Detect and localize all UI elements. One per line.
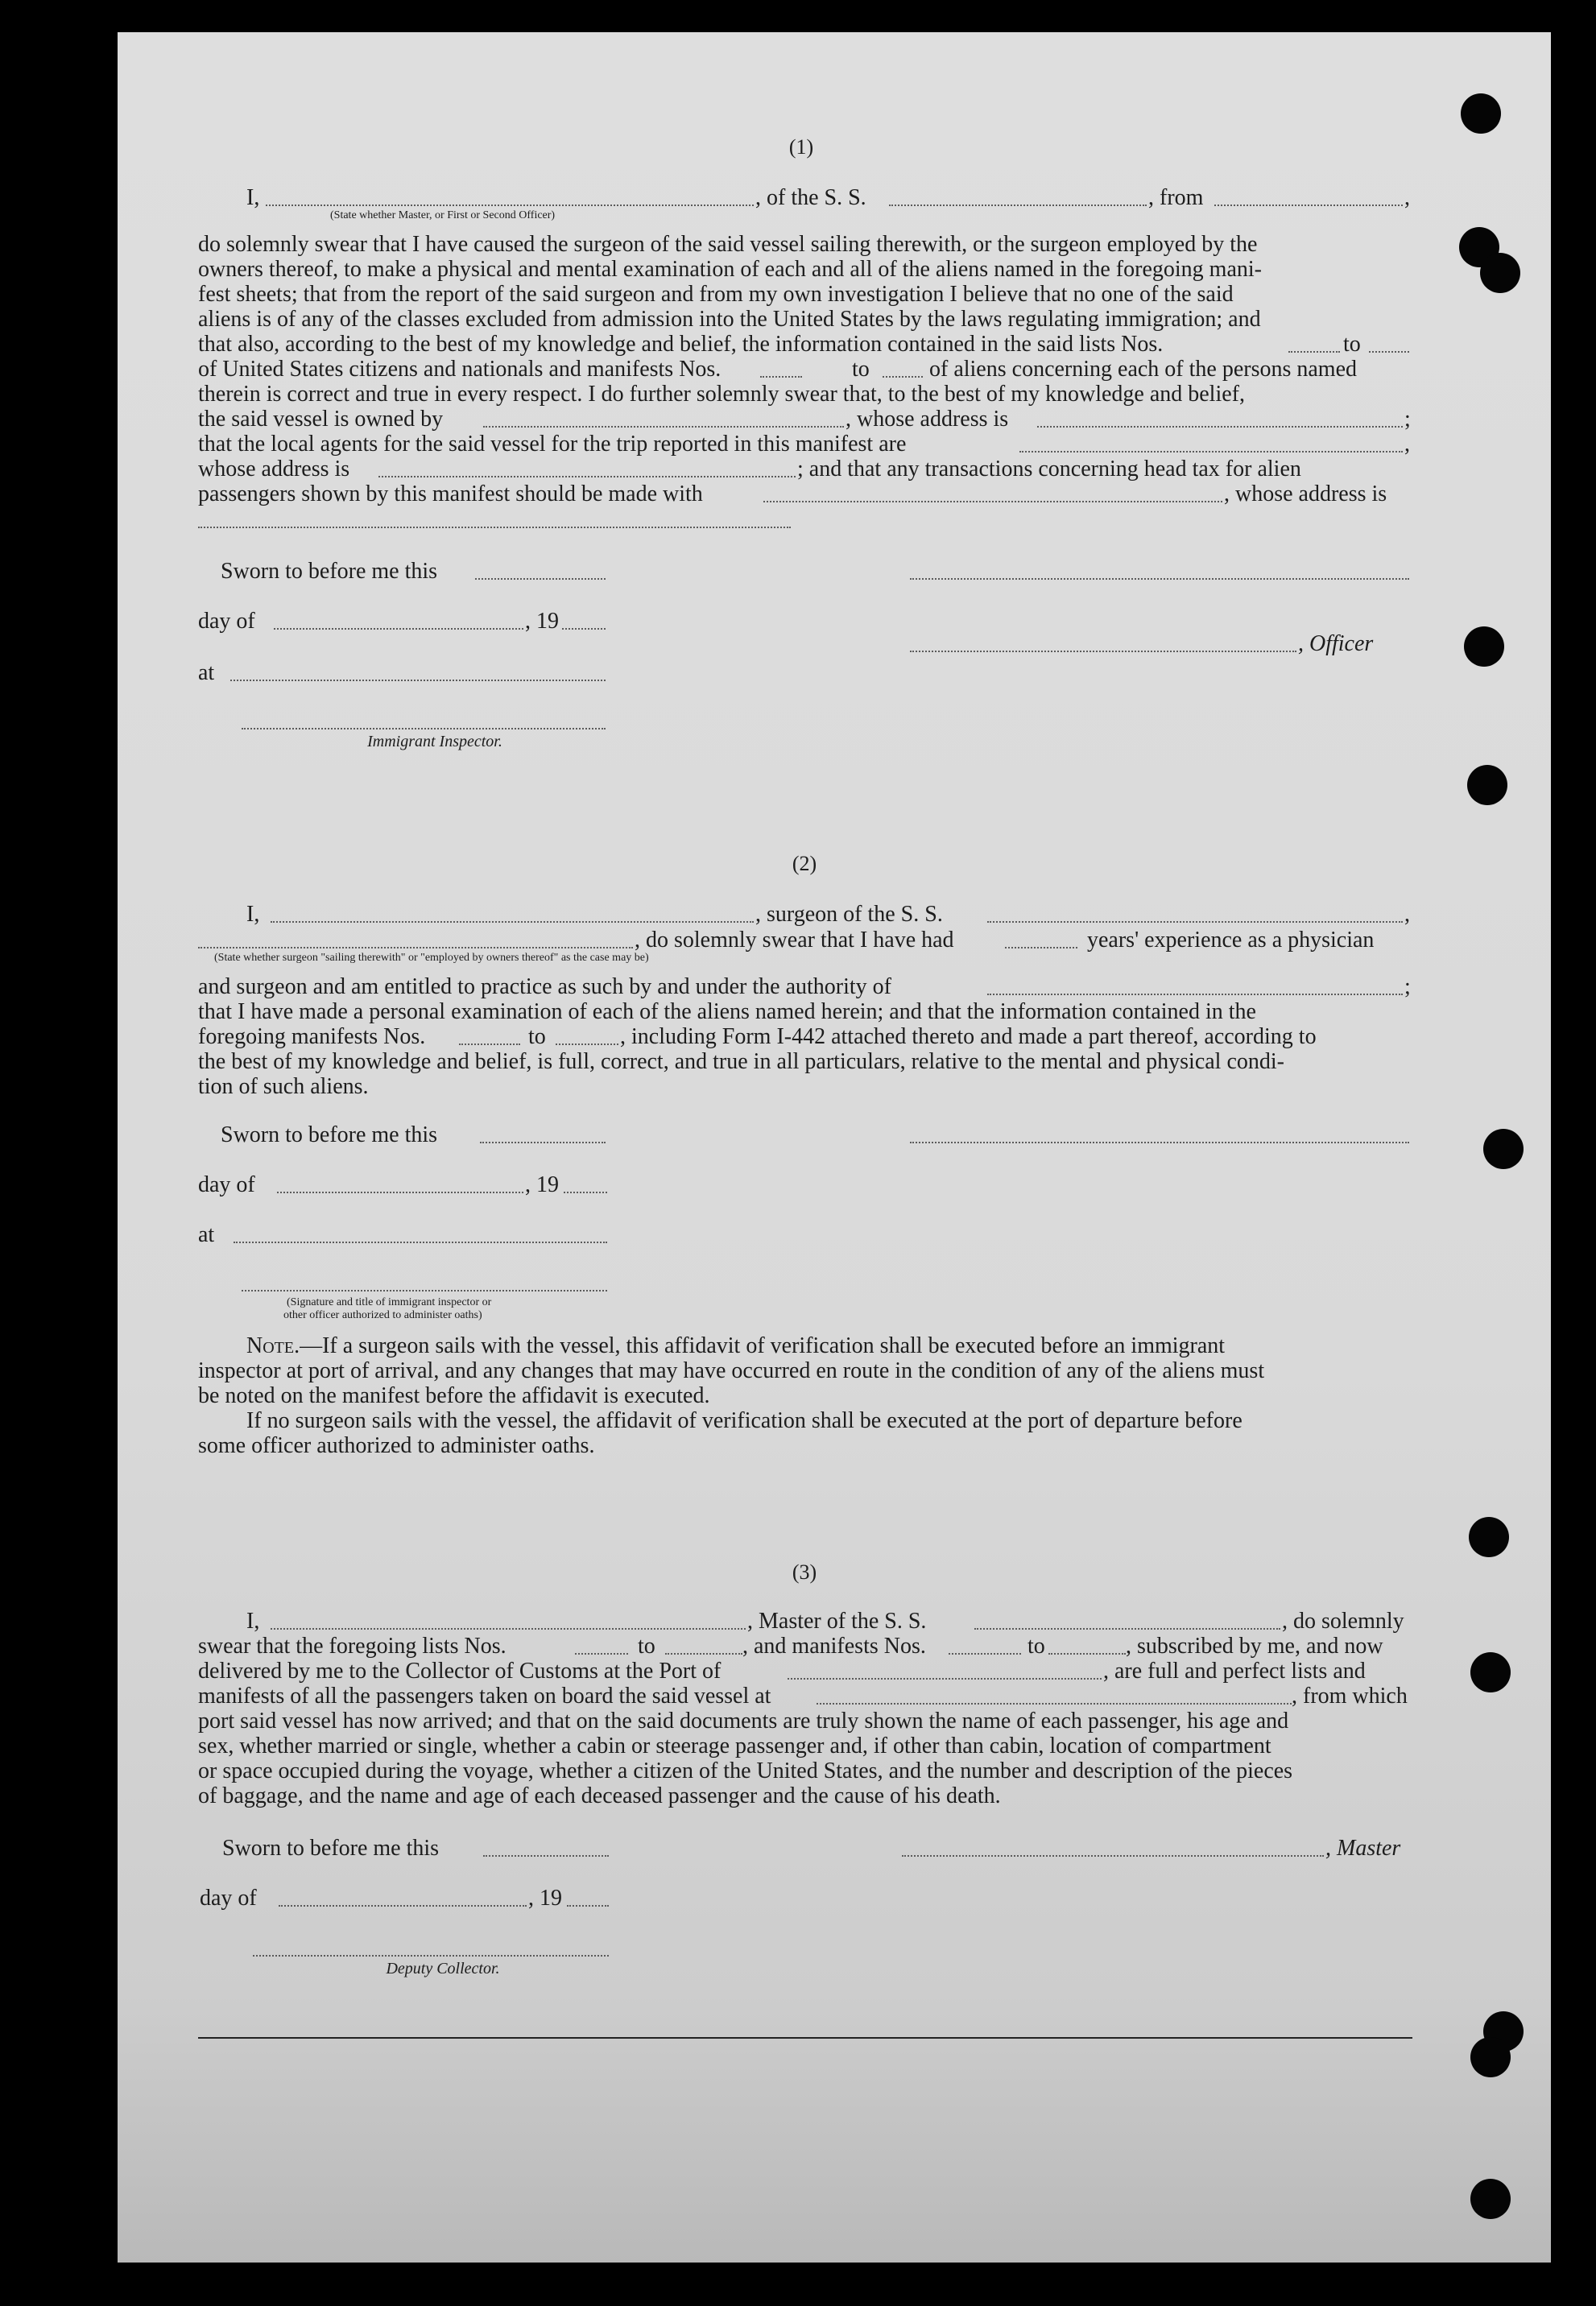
affidavit-text: foregoing manifests Nos.: [198, 1024, 426, 1049]
bottom-rule: [198, 2037, 1412, 2039]
affidavit-text: ;: [1404, 974, 1411, 999]
note-label: Note.: [246, 1333, 300, 1358]
manifests-from-field[interactable]: [459, 1043, 520, 1045]
manifests-to-field[interactable]: [883, 376, 923, 378]
affidavit-text: and surgeon and am entitled to practice as such by and under the authority of: [198, 974, 891, 999]
inspector-signature-top-field[interactable]: [910, 1142, 1409, 1143]
affidavit-text: sex, whether married or single, whether a cabin or steerage passenger and, if other than cabin, location of compartment: [198, 1734, 1271, 1758]
section-heading: (3): [792, 1560, 817, 1584]
punch-hole: [1480, 253, 1520, 293]
affidavit-text: manifests of all the passengers taken on board the said vessel at: [198, 1684, 771, 1709]
affidavit-text: to: [638, 1634, 655, 1659]
sworn-day-field[interactable]: [475, 578, 606, 580]
place-field[interactable]: [234, 1242, 607, 1243]
note-text: some officer authorized to administer oaths.: [198, 1433, 595, 1458]
at-label: at: [198, 660, 215, 685]
form-text: I,: [246, 902, 260, 927]
form-text: ,: [1404, 902, 1410, 927]
vessel-name-field[interactable]: [889, 205, 1147, 206]
affidavit-text: therein is correct and true in every respect. I do further solemnly swear that, to the best of my knowledge and belief,: [198, 382, 1245, 407]
affidavit-text: fest sheets; that from the report of the said surgeon and from my own investigation I believe that no one of the said: [198, 282, 1234, 307]
head-tax-address-field[interactable]: [198, 527, 791, 528]
affidavit-text: that I have made a personal examination of each of the aliens named herein; and that the information contained in the: [198, 999, 1256, 1024]
collector-label: Deputy Collector.: [386, 1960, 500, 1977]
master-label: , Master: [1325, 1836, 1401, 1861]
affidavit-text: tion of such aliens.: [198, 1074, 369, 1099]
note-text: [246, 1333, 1225, 1359]
manifests-from-field[interactable]: [760, 376, 802, 378]
official-signature-field[interactable]: [242, 1290, 607, 1291]
lists-to-field[interactable]: [665, 1653, 742, 1655]
affidavit-text: the said vessel is owned by: [198, 407, 444, 432]
affidavit-text: swear that the foregoing lists Nos.: [198, 1634, 507, 1659]
affidavit-text: , are full and perfect lists and: [1103, 1659, 1366, 1684]
port-from-field[interactable]: [1214, 205, 1403, 206]
place-field[interactable]: [230, 680, 606, 681]
surgeon-status-field[interactable]: [198, 947, 633, 948]
note-line: —If a surgeon sails with the vessel, this affidavit of verification shall be executed before an immigrant: [300, 1333, 1226, 1358]
form-text: , do solemnly swear that I have had: [635, 928, 954, 953]
affidavit-text: to: [1343, 332, 1361, 357]
year-field[interactable]: [567, 1905, 609, 1907]
affidavit-text: , subscribed by me, and now: [1126, 1634, 1383, 1659]
form-text: ,: [1404, 185, 1410, 210]
field-note: (Signature and title of immigrant inspector or: [287, 1296, 492, 1308]
affidavit-text: , including Form I-442 attached thereto and made a part thereof, according to: [620, 1024, 1317, 1049]
year-field[interactable]: [564, 1192, 607, 1193]
affidavit-text: of United States citizens and nationals and manifests Nos.: [198, 357, 722, 382]
form-text: , of the S. S.: [755, 185, 866, 210]
field-note: (State whether Master, or First or Second Officer): [330, 209, 556, 221]
local-agents-field[interactable]: [1019, 451, 1403, 453]
affidavit-text: do solemnly swear that I have caused the surgeon of the said vessel sailing therewith, or the surgeon employed by the: [198, 232, 1258, 257]
officer-signature-top-field[interactable]: [910, 578, 1409, 580]
affidavit-text: ; and that any transactions concerning head tax for alien: [797, 457, 1301, 481]
vessel-name-field[interactable]: [974, 1628, 1280, 1630]
section-heading: (1): [788, 135, 814, 159]
affidavit-text: port said vessel has now arrived; and that on the said documents are truly shown the name of each passenger, his age and: [198, 1709, 1289, 1734]
form-text: , surgeon of the S. S.: [755, 902, 943, 927]
affidavit-text: whose address is: [198, 457, 350, 481]
surgeon-name-field[interactable]: [271, 921, 754, 923]
vessel-name-field[interactable]: [987, 921, 1403, 923]
month-field[interactable]: [277, 1192, 523, 1193]
year-label: , 19: [528, 1886, 562, 1911]
collector-signature-field[interactable]: [253, 1955, 609, 1957]
affidavit-text: delivered by me to the Collector of Customs at the Port of: [198, 1659, 722, 1684]
form-text: , Master of the S. S.: [747, 1609, 927, 1634]
affidavit-text: passengers shown by this manifest should be made with: [198, 481, 703, 506]
affidavit-text: , whose address is: [1224, 481, 1387, 506]
affidavit-text: aliens is of any of the classes excluded from admission into the United States by the laws regulating immigration; and: [198, 307, 1261, 332]
sworn-label: Sworn to before me this: [221, 1122, 438, 1147]
sworn-day-field[interactable]: [480, 1142, 606, 1143]
day-of-label: day of: [198, 1172, 255, 1197]
punch-hole: [1483, 1129, 1524, 1169]
affidavit-text: that also, according to the best of my knowledge and belief, the information contained in the said lists Nos.: [198, 332, 1164, 357]
punch-hole: [1461, 93, 1501, 134]
year-label: , 19: [525, 609, 559, 634]
affidavit-text: to: [852, 357, 870, 382]
punch-hole: [1470, 2037, 1511, 2077]
month-field[interactable]: [279, 1905, 527, 1907]
master-name-field[interactable]: [271, 1628, 746, 1630]
punch-hole: [1470, 2179, 1511, 2219]
punch-hole: [1470, 1652, 1511, 1692]
manifests-from-field[interactable]: [949, 1653, 1021, 1655]
affidavit-text: , from which: [1292, 1684, 1408, 1709]
officer-label: , Officer: [1298, 631, 1374, 656]
form-text: I,: [246, 1609, 260, 1634]
note-text: be noted on the manifest before the affidavit is executed.: [198, 1383, 710, 1408]
affidavit-text: owners thereof, to make a physical and mental examination of each and all of the aliens named in the foregoing mani-: [198, 257, 1262, 282]
agents-address-field[interactable]: [378, 476, 796, 477]
lists-to-field[interactable]: [1369, 351, 1409, 353]
affidavit-text: the best of my knowledge and belief, is full, correct, and true in all particulars, relative to the mental and physical condi-: [198, 1049, 1284, 1074]
head-tax-party-field[interactable]: [763, 501, 1222, 502]
lists-from-field[interactable]: [575, 1653, 628, 1655]
embarkation-port-field[interactable]: [817, 1703, 1292, 1705]
day-of-label: day of: [198, 609, 255, 634]
owner-address-field[interactable]: [1037, 426, 1403, 428]
affidavit-text: that the local agents for the said vessel for the trip reported in this manifest are: [198, 432, 907, 457]
affidavit-text: of baggage, and the name and age of each deceased passenger and the cause of his death.: [198, 1783, 1001, 1808]
note-text: inspector at port of arrival, and any changes that may have occurred en route in the condition of any of the aliens must: [198, 1358, 1265, 1383]
sworn-label: Sworn to before me this: [221, 559, 438, 584]
sworn-label: Sworn to before me this: [222, 1836, 440, 1861]
at-label: at: [198, 1222, 215, 1247]
form-text: years' experience as a physician: [1087, 928, 1375, 953]
lists-from-field[interactable]: [1288, 351, 1340, 353]
affidavit-text: of aliens concerning each of the persons named: [929, 357, 1358, 382]
inspector-label: Immigrant Inspector.: [367, 733, 502, 750]
field-note: other officer authorized to administer oaths): [283, 1309, 482, 1321]
owner-field[interactable]: [483, 426, 844, 428]
year-label: , 19: [525, 1172, 559, 1197]
affidavit-text: , whose address is: [846, 407, 1009, 432]
affidavit-text: ,: [1404, 432, 1410, 457]
year-field[interactable]: [562, 628, 606, 630]
inspector-signature-field[interactable]: [242, 728, 606, 729]
affidavit-text: to: [1027, 1634, 1045, 1659]
officer-name-field[interactable]: [266, 205, 754, 206]
practice-authority-field[interactable]: [987, 994, 1403, 995]
field-note: (State whether surgeon "sailing therewith" or "employed by owners thereof" as the case may be): [214, 952, 649, 964]
officer-signature-field[interactable]: [910, 651, 1296, 652]
years-experience-field[interactable]: [1005, 947, 1077, 948]
affidavit-text: , and manifests Nos.: [742, 1634, 926, 1659]
punch-hole: [1467, 765, 1507, 805]
form-text: , do solemnly: [1282, 1609, 1404, 1634]
form-text: , from: [1148, 185, 1204, 210]
day-of-label: day of: [200, 1886, 257, 1911]
sworn-day-field[interactable]: [483, 1855, 609, 1857]
note-text: If no surgeon sails with the vessel, the affidavit of verification shall be executed at the port of departure before: [246, 1408, 1242, 1433]
punch-hole: [1464, 626, 1504, 667]
manifests-to-field[interactable]: [1048, 1653, 1126, 1655]
port-field[interactable]: [788, 1678, 1102, 1680]
master-signature-field[interactable]: [902, 1855, 1324, 1857]
affidavit-text: or space occupied during the voyage, whether a citizen of the United States, and the number and description of the pieces: [198, 1758, 1293, 1783]
affidavit-text: ;: [1404, 407, 1411, 432]
month-field[interactable]: [274, 628, 523, 630]
section-heading: (2): [792, 852, 817, 875]
manifests-to-field[interactable]: [556, 1043, 618, 1045]
affidavit-text: to: [528, 1024, 546, 1049]
punch-hole: [1469, 1517, 1509, 1557]
form-text: I,: [246, 185, 260, 210]
